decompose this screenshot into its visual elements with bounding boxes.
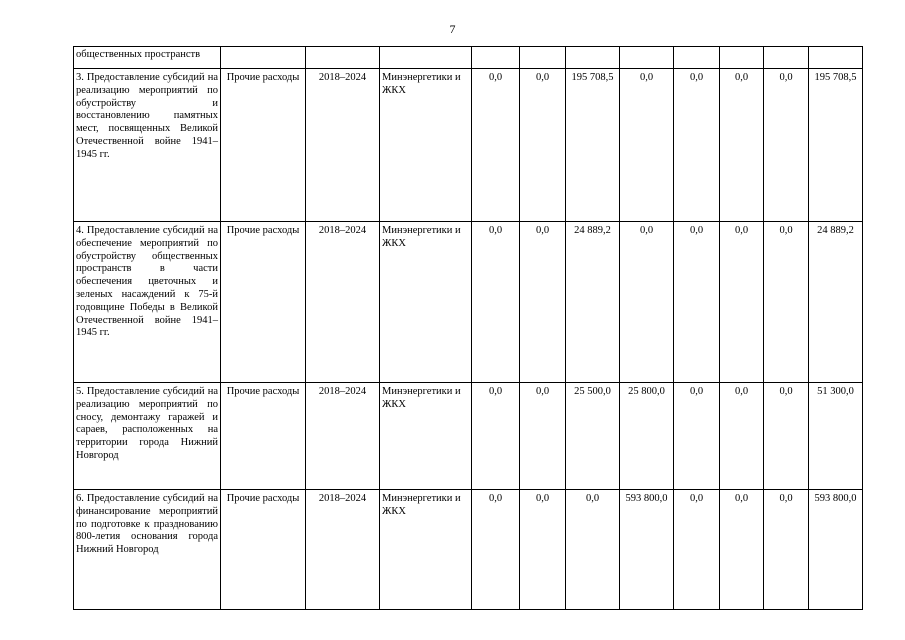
expense-type-cell: Прочие расходы bbox=[221, 69, 306, 222]
value-cell: 0,0 bbox=[520, 383, 566, 490]
expense-type-cell: Прочие расходы bbox=[221, 383, 306, 490]
value-cell: 0,0 bbox=[674, 69, 720, 222]
activity-name-cell: 5. Предоставление субсидий на реализацию мероприятий по сносу, демонтажу гаражей и сараев, расположенных на территории города Нижний Новгород bbox=[74, 383, 221, 490]
value-cell: 0,0 bbox=[472, 490, 520, 610]
table-row-continuation bbox=[74, 47, 863, 69]
page-number: 7 bbox=[449, 22, 456, 36]
program-activities-table bbox=[73, 46, 863, 610]
empty-cell bbox=[221, 47, 306, 69]
expense-type-cell: Прочие расходы bbox=[221, 490, 306, 610]
value-cell: 24 889,2 bbox=[566, 222, 620, 383]
expense-type-cell: Прочие расходы bbox=[221, 222, 306, 383]
empty-cell bbox=[720, 47, 764, 69]
value-cell: 0,0 bbox=[472, 222, 520, 383]
empty-cell bbox=[620, 47, 674, 69]
executor-cell: Минэнергетики и ЖКХ bbox=[380, 69, 472, 222]
value-cell: 0,0 bbox=[620, 69, 674, 222]
executor-cell: Минэнергетики и ЖКХ bbox=[380, 222, 472, 383]
table-row bbox=[74, 490, 863, 610]
total-cell: 593 800,0 bbox=[809, 490, 863, 610]
activity-name-cell: 4. Предоставление субсидий на обеспечение мероприятий по обустройству общественных пространств в части обеспечения цветочных и зеленых насаждений к 75-й годовщине Победы в Великой Отечественной войне 1941–1945 гг. bbox=[74, 222, 221, 383]
value-cell: 25 500,0 bbox=[566, 383, 620, 490]
value-cell: 0,0 bbox=[764, 383, 809, 490]
value-cell: 0,0 bbox=[674, 383, 720, 490]
executor-cell: Минэнергетики и ЖКХ bbox=[380, 383, 472, 490]
value-cell: 0,0 bbox=[764, 490, 809, 610]
executor-cell: Минэнергетики и ЖКХ bbox=[380, 490, 472, 610]
value-cell: 0,0 bbox=[472, 383, 520, 490]
activity-name-cell: 3. Предоставление субсидий на реализацию мероприятий по обустройству и восстановлению памятных мест, посвященных Великой Отечественной войне 1941–1945 гг. bbox=[74, 69, 221, 222]
table-row bbox=[74, 383, 863, 490]
value-cell: 593 800,0 bbox=[620, 490, 674, 610]
value-cell: 195 708,5 bbox=[566, 69, 620, 222]
empty-cell bbox=[809, 47, 863, 69]
table-row bbox=[74, 222, 863, 383]
empty-cell bbox=[674, 47, 720, 69]
value-cell: 0,0 bbox=[720, 383, 764, 490]
value-cell: 0,0 bbox=[764, 69, 809, 222]
value-cell: 0,0 bbox=[520, 222, 566, 383]
activity-name-cell: 6. Предоставление субсидий на финансирование мероприятий по подготовке к празднованию 800-летия основания города Нижний Новгород bbox=[74, 490, 221, 610]
empty-cell bbox=[306, 47, 380, 69]
period-cell: 2018–2024 bbox=[306, 69, 380, 222]
value-cell: 0,0 bbox=[764, 222, 809, 383]
empty-cell bbox=[764, 47, 809, 69]
period-cell: 2018–2024 bbox=[306, 222, 380, 383]
total-cell: 195 708,5 bbox=[809, 69, 863, 222]
value-cell: 0,0 bbox=[674, 490, 720, 610]
period-cell: 2018–2024 bbox=[306, 383, 380, 490]
value-cell: 0,0 bbox=[620, 222, 674, 383]
value-cell: 25 800,0 bbox=[620, 383, 674, 490]
value-cell: 0,0 bbox=[674, 222, 720, 383]
activity-name-cell: общественных пространств bbox=[74, 47, 221, 69]
total-cell: 51 300,0 bbox=[809, 383, 863, 490]
value-cell: 0,0 bbox=[520, 490, 566, 610]
table-row bbox=[74, 69, 863, 222]
value-cell: 0,0 bbox=[720, 490, 764, 610]
empty-cell bbox=[472, 47, 520, 69]
value-cell: 0,0 bbox=[472, 69, 520, 222]
empty-cell bbox=[520, 47, 566, 69]
empty-cell bbox=[566, 47, 620, 69]
total-cell: 24 889,2 bbox=[809, 222, 863, 383]
value-cell: 0,0 bbox=[720, 69, 764, 222]
value-cell: 0,0 bbox=[720, 222, 764, 383]
value-cell: 0,0 bbox=[566, 490, 620, 610]
period-cell: 2018–2024 bbox=[306, 490, 380, 610]
value-cell: 0,0 bbox=[520, 69, 566, 222]
empty-cell bbox=[380, 47, 472, 69]
